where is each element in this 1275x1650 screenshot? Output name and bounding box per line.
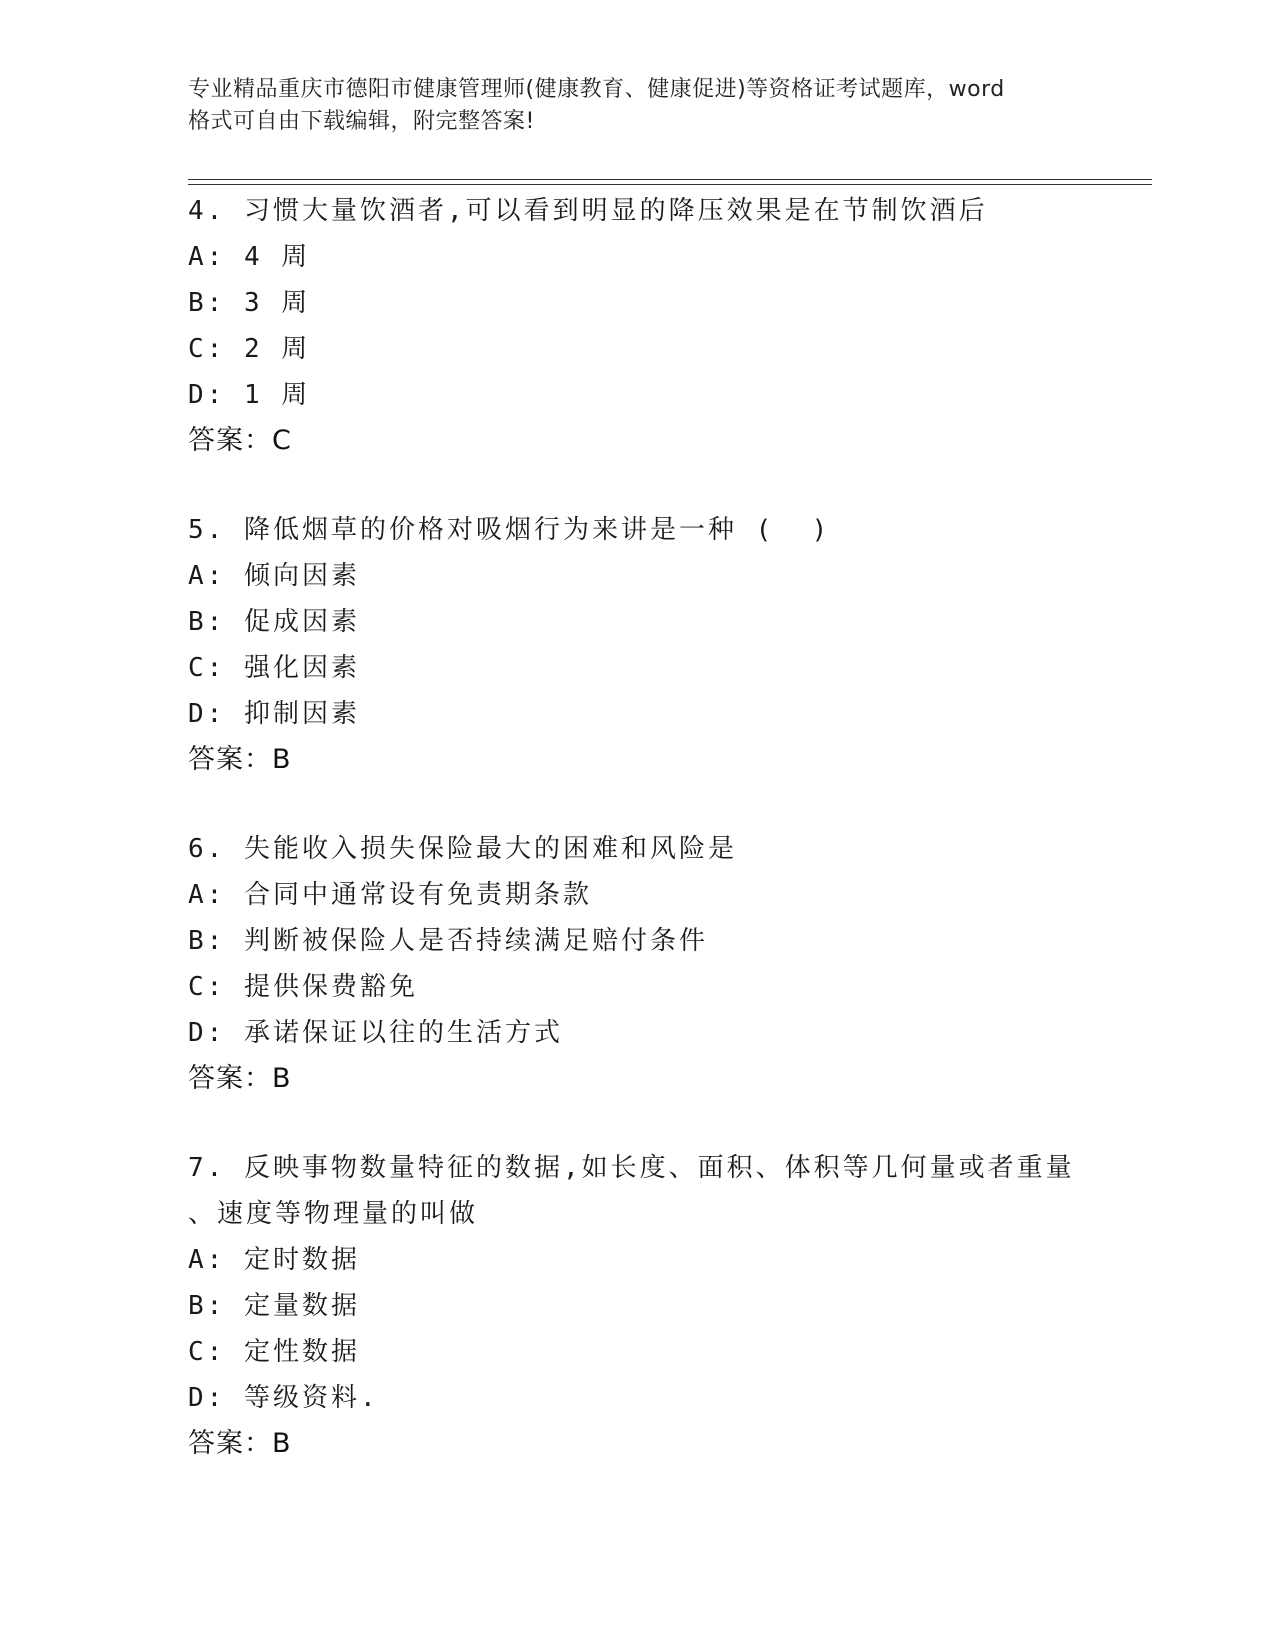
answer-line: 答案：B <box>188 1063 292 1094</box>
answer-line: 答案：B <box>188 744 292 775</box>
option-d: D: 抑制因素 <box>188 699 360 729</box>
option-b: B: 定量数据 <box>188 1291 360 1321</box>
header-line-2: 格式可自由下载编辑，附完整答案! <box>188 109 535 134</box>
answer-line: 答案：C <box>188 425 292 456</box>
option-d: D: 1 周 <box>188 380 311 410</box>
answer-line: 答案：B <box>188 1428 292 1459</box>
option-a: A: 定时数据 <box>188 1245 360 1275</box>
option-c: C: 2 周 <box>188 334 311 364</box>
question-stem: 6. 失能收入损失保险最大的困难和风险是 <box>188 834 737 864</box>
option-c: C: 提供保费豁免 <box>188 972 418 1002</box>
document-header <box>188 74 1088 138</box>
question-stem: 5. 降低烟草的价格对吸烟行为来讲是一种 ( ) <box>188 515 831 545</box>
option-c: C: 定性数据 <box>188 1337 360 1367</box>
option-a: A: 倾向因素 <box>188 561 360 591</box>
question-4 <box>188 188 1108 464</box>
question-stem-line-1: 7. 反映事物数量特征的数据,如长度、面积、体积等几何量或者重量 <box>188 1153 1075 1183</box>
option-b: B: 3 周 <box>188 288 311 318</box>
option-d: D: 等级资料. <box>188 1383 379 1413</box>
header-divider-top <box>188 179 1152 180</box>
header-divider-bottom <box>188 184 1152 185</box>
question-stem: 4. 习惯大量饮酒者,可以看到明显的降压效果是在节制饮酒后 <box>188 196 988 226</box>
option-b: B: 促成因素 <box>188 607 360 637</box>
option-c: C: 强化因素 <box>188 653 360 683</box>
option-a: A: 合同中通常设有免责期条款 <box>188 880 592 910</box>
question-7 <box>188 1145 1108 1467</box>
header-line-1: 专业精品重庆市德阳市健康管理师(健康教育、健康促进)等资格证考试题库，word <box>188 77 1005 102</box>
question-6 <box>188 826 1108 1102</box>
option-d: D: 承诺保证以往的生活方式 <box>188 1018 563 1048</box>
question-stem-line-2: 、速度等物理量的叫做 <box>188 1199 479 1229</box>
question-5 <box>188 507 1108 783</box>
option-a: A: 4 周 <box>188 242 311 272</box>
option-b: B: 判断被保险人是否持续满足赔付条件 <box>188 926 708 956</box>
